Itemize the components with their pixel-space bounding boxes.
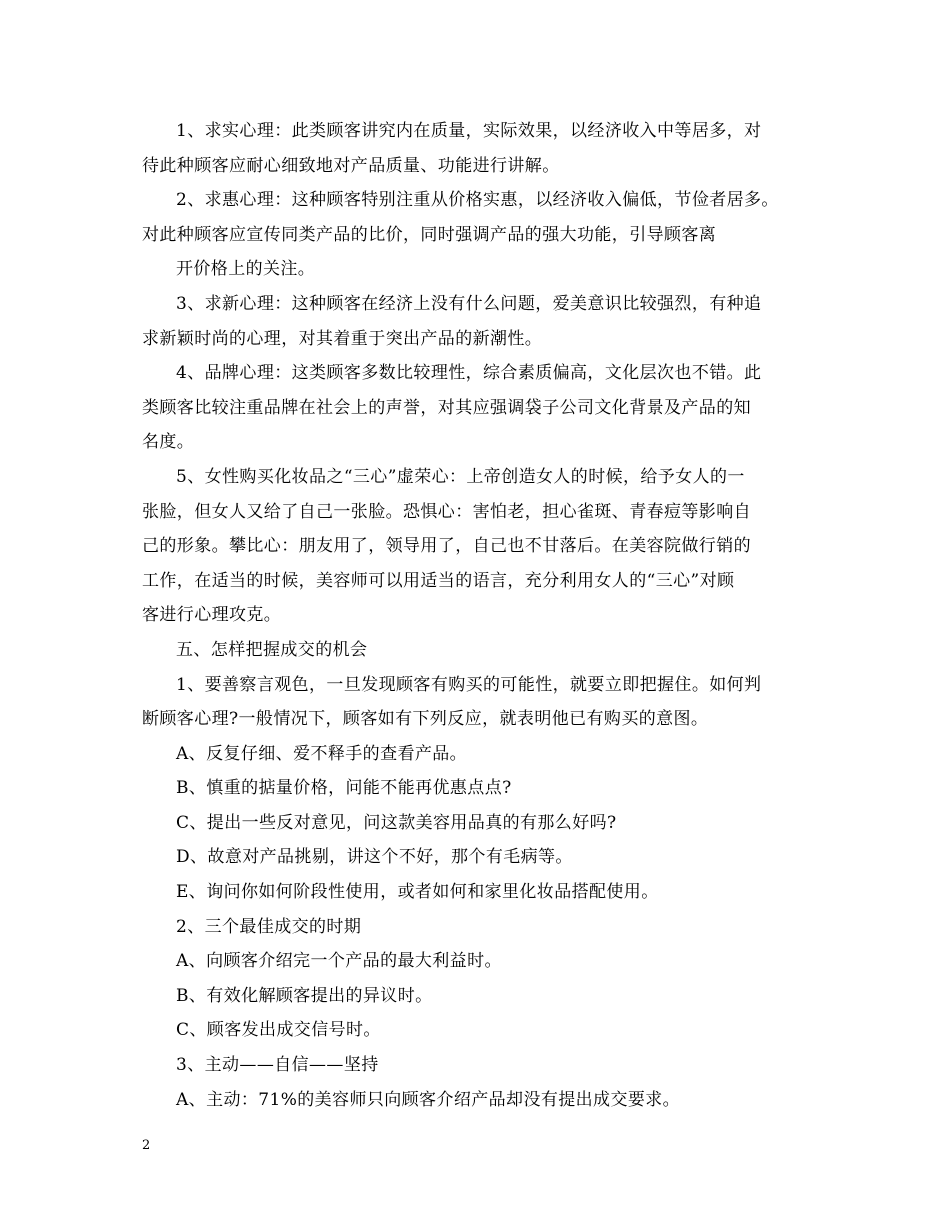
subsection-heading: [142, 1048, 822, 1083]
document-body: [142, 114, 822, 1117]
list-item: [142, 806, 822, 841]
paragraph-pinpai: [142, 356, 822, 460]
text-line: 2、三个最佳成交的时期: [176, 916, 362, 937]
text-line: 4、品牌心理：这类顾客多数比较理性，综合素质偏高，文化层次也不错。此: [176, 363, 762, 384]
text-line: 对此种顾客应宣传同类产品的比价，同时强调产品的强大功能，引导顾客离: [142, 224, 717, 245]
text-line: A、向顾客介绍完一个产品的最大利益时。: [176, 951, 502, 972]
list-item: [142, 944, 822, 979]
text-line: A、反复仔细、爱不释手的查看产品。: [176, 743, 468, 764]
paragraph-qiushi: [142, 114, 822, 183]
text-line: 3、主动——自信——坚持: [176, 1055, 379, 1076]
paragraph-sanxin: [142, 460, 822, 633]
text-line: C、顾客发出成交信号时。: [176, 1020, 381, 1041]
text-line: 己的形象。攀比心：朋友用了，领导用了，自己也不甘落后。在美容院做行销的: [142, 536, 751, 557]
text-line: 3、求新心理：这种顾客在经济上没有什么问题，爱美意识比较强烈，有种追: [176, 293, 762, 314]
text-line: E、询问你如何阶段性使用，或者如何和家里化妆品搭配使用。: [176, 882, 659, 903]
text-line: 2、求惠心理：这种顾客特别注重从价格实惠，以经济收入偏低，节俭者居多。: [176, 190, 779, 211]
page-number: 2: [142, 1138, 151, 1153]
text-line: 求新颖时尚的心理，对其着重于突出产品的新潮性。: [142, 328, 543, 349]
list-item: [142, 771, 822, 806]
list-item: [142, 875, 822, 910]
paragraph-qiuhui-continued: [142, 252, 822, 287]
list-item: [142, 737, 822, 772]
text-line: 待此种顾客应耐心细致地对产品质量、功能进行讲解。: [142, 155, 560, 176]
paragraph-qiuxin: [142, 287, 822, 356]
text-line: A、主动：71%的美容师只向顾客介绍产品却没有提出成交要求。: [176, 1089, 681, 1110]
text-line: 1、求实心理：此类顾客讲究内在质量，实际效果，以经济收入中等居多，对: [176, 121, 762, 141]
text-line: D、故意对产品挑剔，讲这个不好，那个有毛病等。: [176, 847, 573, 868]
subsection-heading: [142, 910, 822, 945]
text-line: 1、要善察言观色，一旦发现顾客有购买的可能性，就要立即把握住。如何判: [176, 674, 762, 695]
paragraph-chayan: [142, 668, 822, 737]
text-line: 名度。: [142, 432, 195, 453]
list-item: [142, 979, 822, 1014]
list-item: [142, 840, 822, 875]
text-line: 开价格上的关注。: [176, 259, 316, 280]
text-line: 客进行心理攻克。: [142, 605, 282, 626]
text-line: 断顾客心理?一般情况下，顾客如有下列反应，就表明他已有购买的意图。: [142, 709, 709, 730]
paragraph-qiuhui: [142, 183, 822, 252]
text-line: B、有效化解顾客提出的异议时。: [176, 985, 433, 1006]
text-line: B、慎重的掂量价格，问能不能再优惠点点?: [176, 778, 512, 799]
text-line: 5、女性购买化妆品之“三心”虚荣心：上帝创造女人的时候，给予女人的一: [176, 466, 745, 487]
text-line: 工作，在适当的时候，美容师可以用适当的语言，充分利用女人的“三心”对顾: [142, 570, 735, 591]
text-line: 张脸，但女人又给了自己一张脸。恐惧心：害怕老，担心雀斑、青春痘等影响自: [142, 501, 751, 522]
text-line: C、提出一些反对意见，问这款美容用品真的有那么好吗?: [176, 812, 617, 833]
list-item: [142, 1013, 822, 1048]
text-line: 五、怎样把握成交的机会: [176, 639, 368, 660]
list-item: [142, 1083, 822, 1118]
section-heading: [142, 633, 822, 668]
text-line: 类顾客比较注重品牌在社会上的声誉，对其应强调袋子公司文化背景及产品的知: [142, 397, 751, 418]
